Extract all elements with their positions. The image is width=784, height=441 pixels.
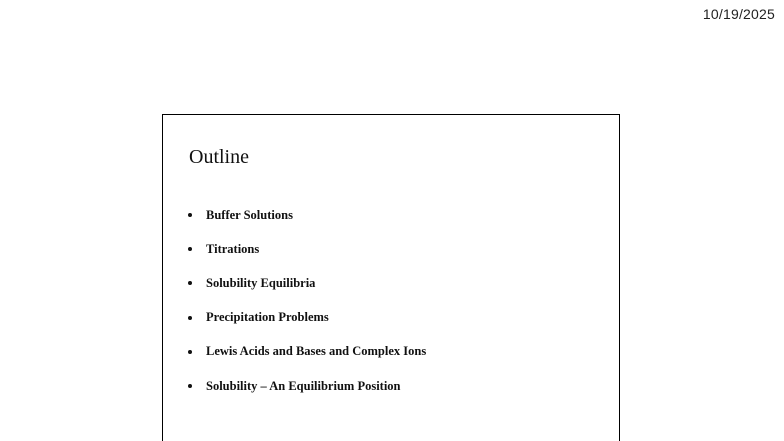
bullet-dot-icon <box>188 384 192 388</box>
bullet-dot-icon <box>188 281 192 285</box>
bullet-text: Buffer Solutions <box>206 207 293 222</box>
bullet-text: Titrations <box>206 241 260 256</box>
bullet-item-buffer-solutions <box>188 198 426 232</box>
bullet-item-solubility-position <box>188 369 426 403</box>
slide-title: Outline <box>189 146 249 168</box>
slide-frame <box>162 114 620 441</box>
bullet-dot-icon <box>188 350 192 354</box>
bullet-text: Solubility – An Equilibrium Position <box>206 378 401 393</box>
bullet-text: Solubility Equilibria <box>206 275 316 290</box>
bullet-text: Precipitation Problems <box>206 310 329 325</box>
bullet-dot-icon <box>188 213 192 217</box>
bullet-dot-icon <box>188 247 192 251</box>
page-date: 10/19/2025 <box>702 6 775 22</box>
bullet-item-solubility-equilibria <box>188 266 426 300</box>
bullet-item-lewis-acids <box>188 335 426 369</box>
bullet-text: Lewis Acids and Bases and Complex Ions <box>206 344 427 359</box>
bullet-item-titrations <box>188 232 426 266</box>
bullet-list <box>188 198 426 403</box>
bullet-item-precipitation-problems <box>188 301 426 335</box>
bullet-dot-icon <box>188 316 192 320</box>
